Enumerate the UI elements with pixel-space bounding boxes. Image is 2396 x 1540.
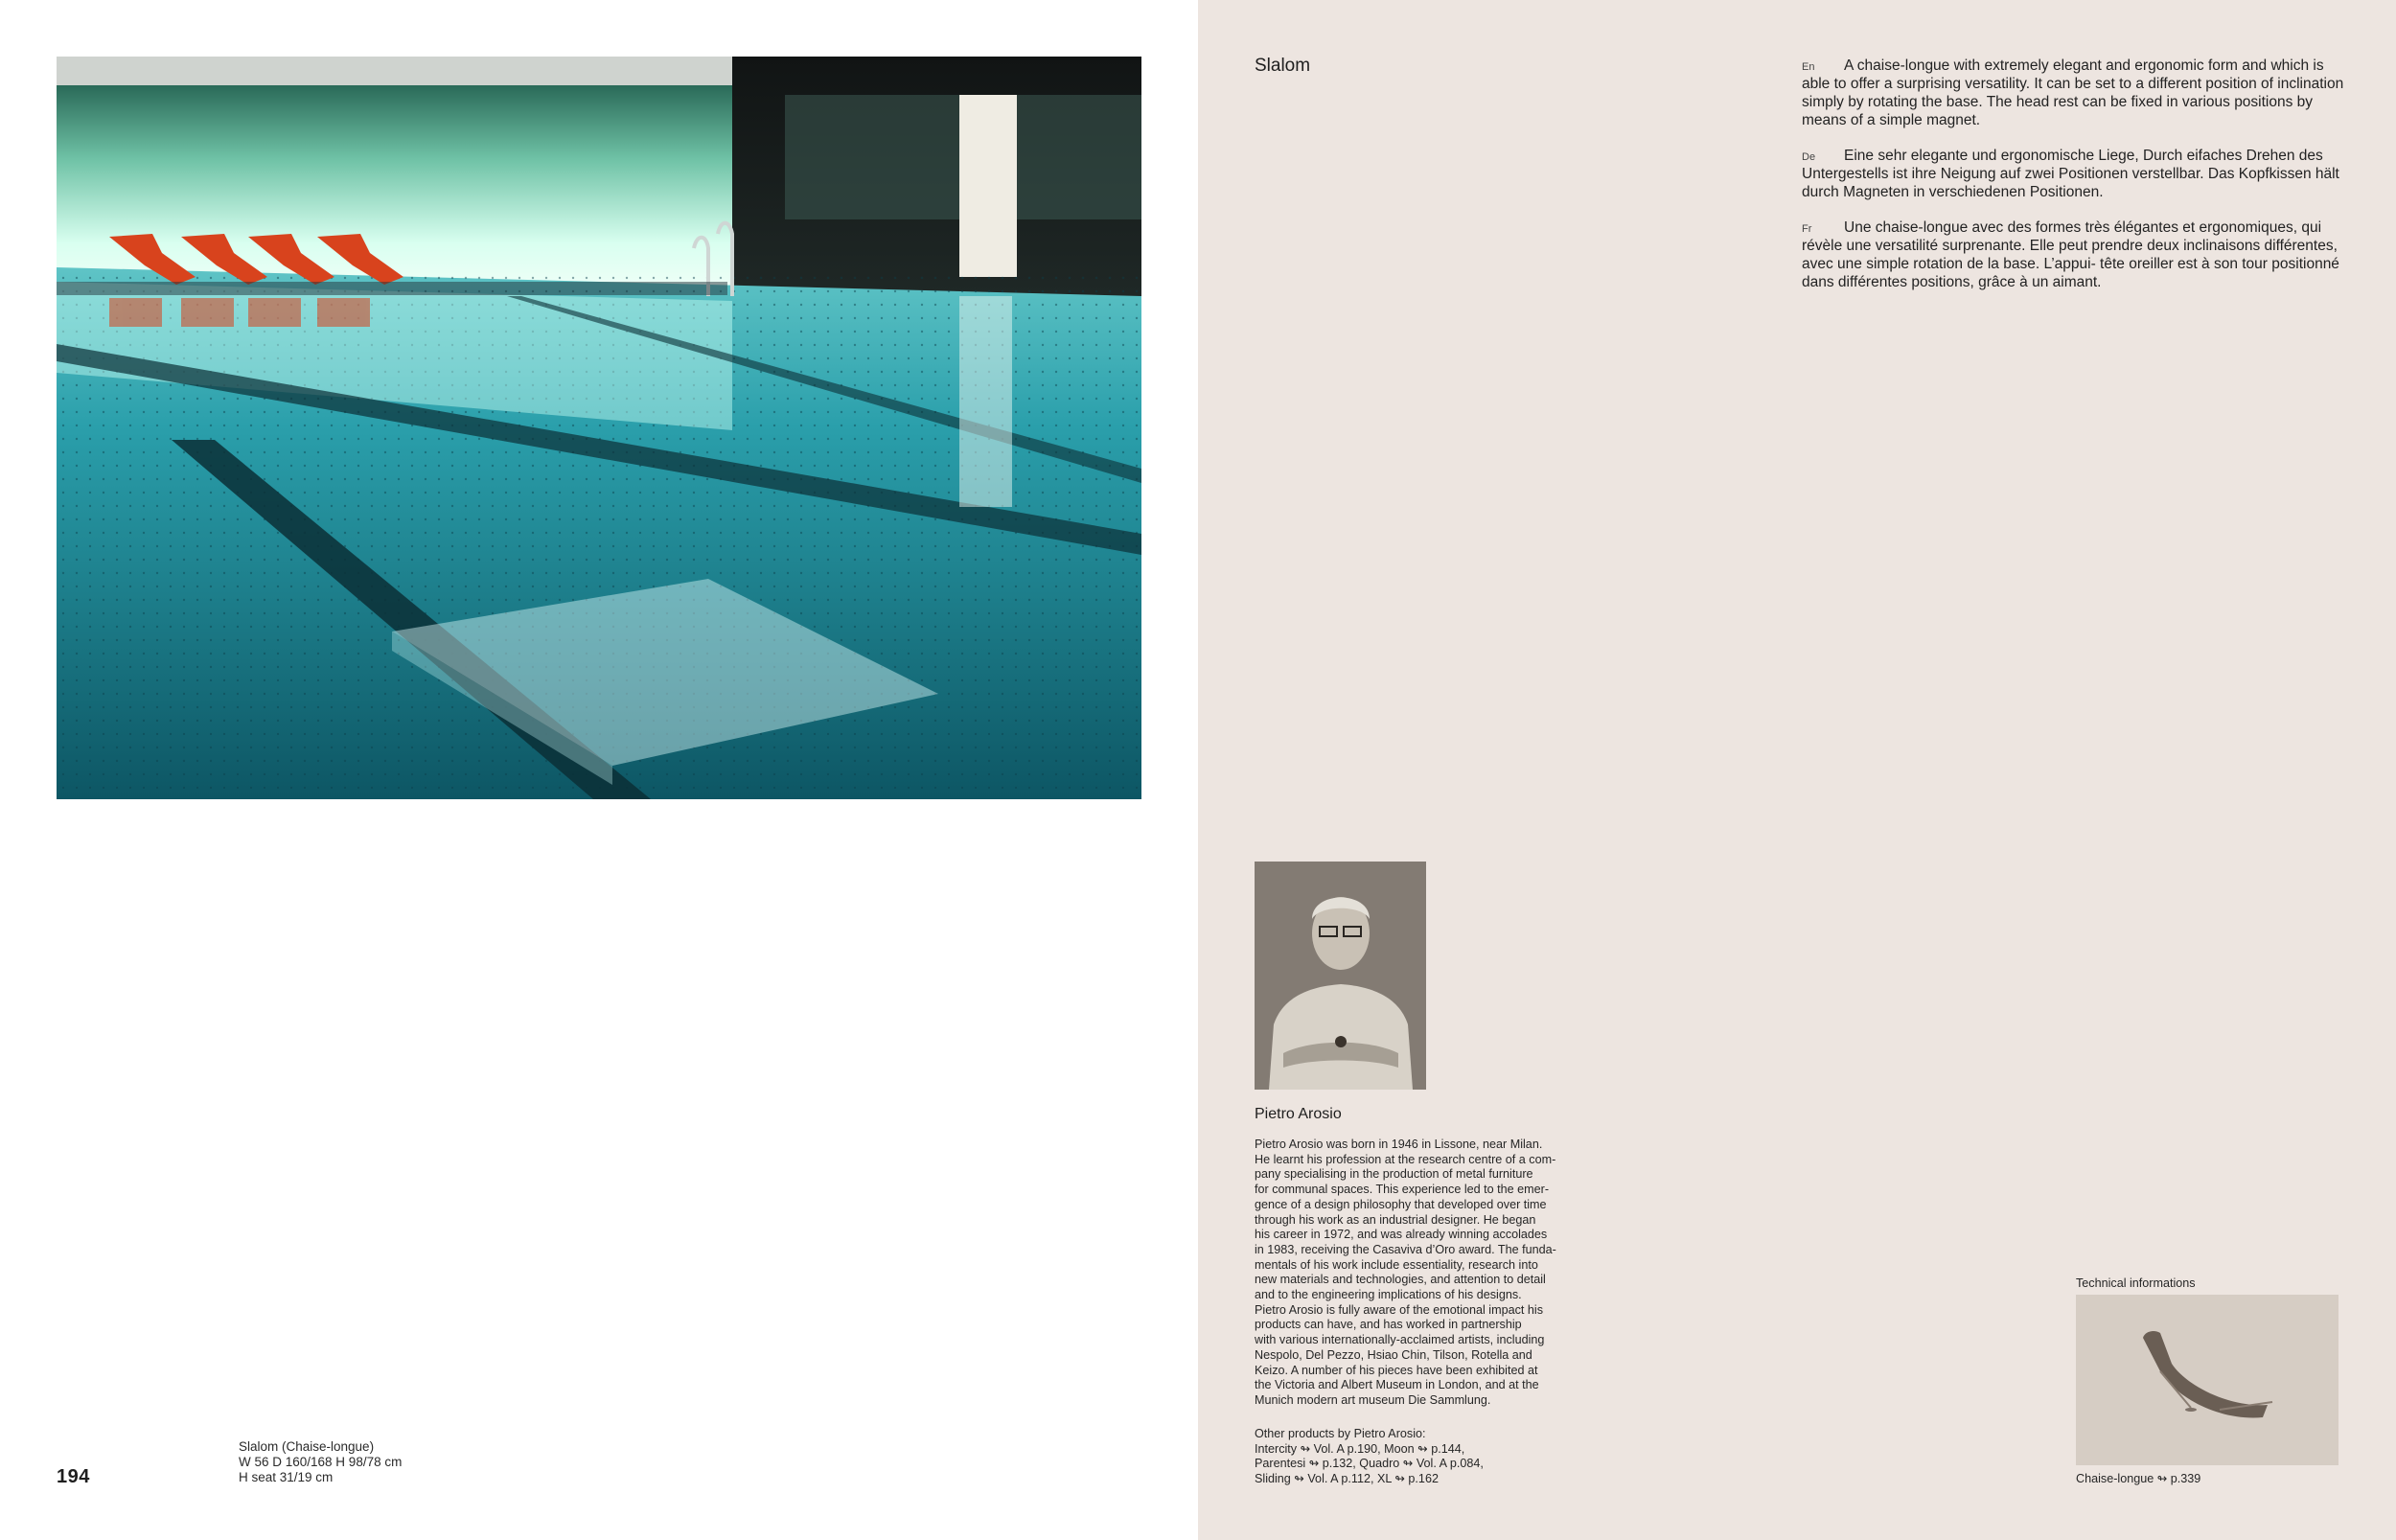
language-tag: De <box>1802 151 1816 163</box>
description-text: Eine sehr elegante und ergonomische Liege, Durch eifaches Drehen des Untergestells ist ihre Neigung auf zwei Positionen verstellbar. Das Kopfkissen hält durch Magneten in verschiedenen Positionen. <box>1802 148 2339 200</box>
bio-line: in 1983, receiving the Casaviva d’Oro award. The funda- <box>1255 1242 1556 1256</box>
description-english <box>1802 57 2348 129</box>
technical-informations-label: Technical informations <box>2076 1276 2196 1290</box>
bio-line: mentals of his work include essentiality, research into <box>1255 1257 1538 1272</box>
bio-line: Pietro Arosio is fully aware of the emotional impact his <box>1255 1302 1543 1317</box>
bio-line: with various internationally-acclaimed artists, including <box>1255 1333 1545 1347</box>
bio-line: Munich modern art museum Die Sammlung. <box>1255 1392 1491 1407</box>
designer-name: Pietro Arosio <box>1255 1106 1342 1122</box>
bio-line: Keizo. A number of his pieces have been exhibited at <box>1255 1363 1538 1377</box>
caption-line: H seat 31/19 cm <box>239 1470 334 1484</box>
bio-line: his career in 1972, and was already winning accolades <box>1255 1228 1548 1242</box>
designer-portrait <box>1255 862 1426 1090</box>
other-products-line: Sliding ↬ Vol. A p.112, XL ↬ p.162 <box>1255 1472 1439 1486</box>
bio-line: Pietro Arosio was born in 1946 in Lissone, near Milan. <box>1255 1138 1543 1151</box>
bio-line: Nespolo, Del Pezzo, Hsiao Chin, Tilson, Rotella and <box>1255 1347 1532 1362</box>
designer-bio <box>1255 1138 1619 1409</box>
product-title: Slalom <box>1255 56 1311 76</box>
bio-line: new materials and technologies, and attention to detail <box>1255 1273 1546 1287</box>
other-products-line: Parentesi ↬ p.132, Quadro ↬ Vol. A p.084, <box>1255 1457 1484 1471</box>
other-products-line: Intercity ↬ Vol. A p.190, Moon ↬ p.144, <box>1255 1441 1465 1456</box>
bio-line: pany specialising in the production of metal furniture <box>1255 1167 1533 1182</box>
pool-photo <box>57 57 1141 799</box>
chaise-longue-page-link[interactable]: Chaise-longue ↬ p.339 <box>2076 1472 2201 1485</box>
caption-line: W 56 D 160/168 H 98/78 cm <box>239 1455 403 1469</box>
description-french <box>1802 218 2348 291</box>
chaise-longue-thumbnail <box>2076 1295 2338 1465</box>
bio-line: gence of a design philosophy that developed over time <box>1255 1197 1547 1211</box>
description-text: A chaise-longue with extremely elegant and ergonomic form and which is able to offer a surprising versatility. It can be set to a different position of inclination simply by rotating the base. The head rest can be fixed in various positions by means of a simple magnet. <box>1802 57 2344 128</box>
other-products-heading: Other products by Pietro Arosio: <box>1255 1427 1426 1440</box>
product-caption <box>239 1439 402 1485</box>
description-text: Une chaise-longue avec des formes très élégantes et ergonomiques, qui révèle une versatilité surprenante. Elle peut prendre deux inclinaisons différentes, avec une simple rotation de la base. L’appui- tête oreiller est à son tour positionné dans différentes positions, grâce à un aimant. <box>1802 219 2339 290</box>
bio-line: He learnt his profession at the research centre of a com- <box>1255 1152 1556 1166</box>
bio-line: through his work as an industrial designer. He began <box>1255 1212 1536 1227</box>
bio-line: for communal spaces. This experience led to the emer- <box>1255 1183 1550 1197</box>
language-tag: Fr <box>1802 223 1812 235</box>
description-german <box>1802 147 2348 201</box>
bio-line: and to the engineering implications of his designs. <box>1255 1288 1522 1302</box>
caption-line: Slalom (Chaise-longue) <box>239 1439 375 1454</box>
language-tag: En <box>1802 61 1815 73</box>
other-products <box>1255 1427 1484 1487</box>
page-number: 194 <box>57 1466 90 1487</box>
bio-line: products can have, and has worked in partnership <box>1255 1318 1522 1332</box>
bio-line: the Victoria and Albert Museum in London, and at the <box>1255 1378 1539 1392</box>
